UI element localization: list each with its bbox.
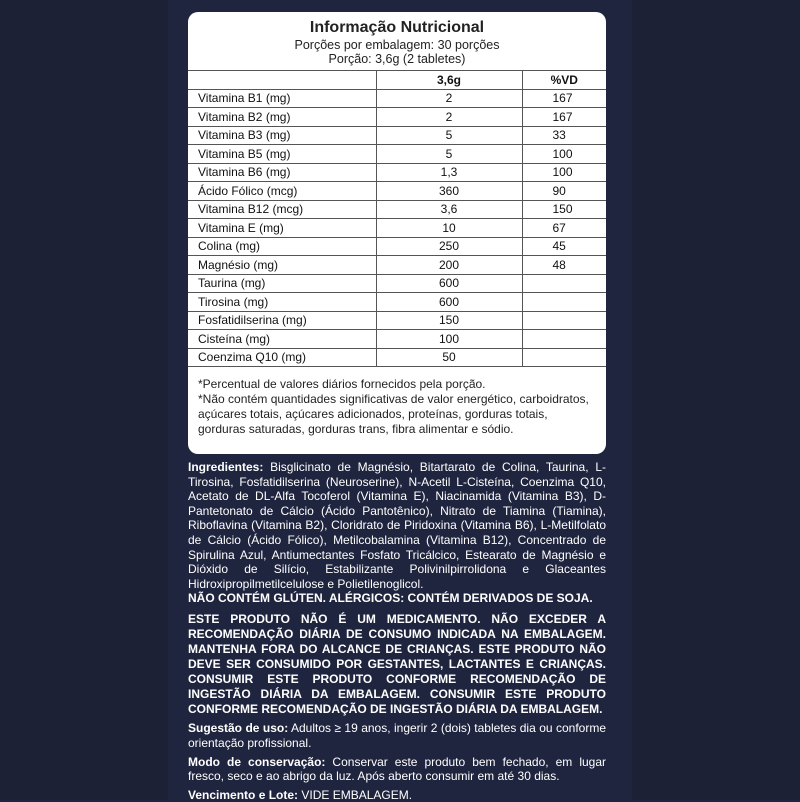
nutrient-name: Vitamina B6 (mg) [188,163,376,182]
nutrient-name: Vitamina B5 (mg) [188,145,376,164]
allergen-statement: NÃO CONTÉM GLÚTEN. ALÉRGICOS: CONTÉM DERIVADOS DE SOJA. [188,591,593,606]
usage-text: Adultos ≥ 19 anos, ingerir 2 (dois) tabletes dia ou conforme orientação profissional. [188,721,606,750]
nutrient-amount: 600 [376,274,522,293]
nutrient-daily-value [522,293,606,312]
usage-section [188,721,606,750]
nutrient-amount: 150 [376,311,522,330]
nutrient-daily-value: 67 [522,219,606,238]
table-row [188,330,606,349]
usage-label: Sugestão de uso: [188,721,289,736]
nutrient-name: Colina (mg) [188,237,376,256]
nutrient-amount: 600 [376,293,522,312]
nutrient-daily-value [522,330,606,349]
table-row [188,108,606,127]
ingredients-section [188,460,606,606]
nutrient-daily-value [522,274,606,293]
storage-section [188,755,606,784]
nutrient-amount: 5 [376,145,522,164]
nutrition-label-panel [188,12,606,802]
nutrient-amount: 1,3 [376,163,522,182]
nutrient-name: Coenzima Q10 (mg) [188,348,376,367]
storage-label: Modo de conservação: [188,754,326,769]
nutrient-daily-value: 33 [522,126,606,145]
nutrient-name: Vitamina B2 (mg) [188,108,376,127]
nutrient-name: Vitamina B12 (mcg) [188,200,376,219]
table-row [188,89,606,108]
table-row [188,237,606,256]
nutrient-name: Ácido Fólico (mcg) [188,182,376,201]
nutrient-daily-value [522,348,606,367]
nonsignificant-note: *Não contém quantidades significativas de valor energético, carboidratos, açúcares totais, açúcares adicionados, proteínas, gorduras totais, gorduras saturadas, gorduras trans, fibra alimentar e sódio. [198,392,589,436]
table-row [188,145,606,164]
serving-size: Porção: 3,6g (2 tabletes) [328,52,466,66]
nutrition-notes [188,367,606,437]
nutrient-name: Vitamina B3 (mg) [188,126,376,145]
table-row [188,348,606,367]
ingredients-paragraph [188,460,606,591]
nutrition-table-header-row [188,71,606,90]
left-background-band [0,0,168,800]
table-row [188,182,606,201]
nutrient-name: Tirosina (mg) [188,293,376,312]
nutrient-daily-value: 100 [522,163,606,182]
nutrient-amount: 10 [376,219,522,238]
nutrient-amount: 5 [376,126,522,145]
table-row [188,200,606,219]
expiry-label: Vencimento e Lote: [188,787,299,802]
dv-note: *Percentual de valores diários fornecidos pela porção. [198,377,486,391]
nutrient-name: Fosfatidilserina (mg) [188,311,376,330]
nutrient-daily-value: 167 [522,89,606,108]
nutrient-daily-value: 90 [522,182,606,201]
header-daily-value: %VD [522,71,606,90]
nutrition-facts-header [188,12,606,70]
nutrient-daily-value: 167 [522,108,606,127]
right-background-band [632,0,800,800]
nutrient-daily-value: 48 [522,256,606,275]
nutrient-daily-value: 100 [522,145,606,164]
nutrient-name: Cisteína (mg) [188,330,376,349]
expiry-text: VIDE EMBALAGEM. [298,787,413,802]
table-row [188,293,606,312]
servings-per-package: Porções por embalagem: 30 porções [294,38,500,52]
nutrient-daily-value: 150 [522,200,606,219]
nutrient-name: Vitamina E (mg) [188,219,376,238]
table-row [188,163,606,182]
table-row [188,126,606,145]
table-row [188,311,606,330]
nutrient-amount: 3,6 [376,200,522,219]
nutrient-amount: 2 [376,89,522,108]
table-row [188,274,606,293]
ingredients-label: Ingredientes: [188,460,264,474]
nutrient-amount: 360 [376,182,522,201]
nutrition-table [188,70,606,367]
header-nutrient [188,71,376,90]
warning-statement: ESTE PRODUTO NÃO É UM MEDICAMENTO. NÃO EXCEDER A RECOMENDAÇÃO DIÁRIA DE CONSUMO INDICADA NA EMBALAGEM. MANTENHA FORA DO ALCANCE DE CRIANÇAS. ESTE PRODUTO NÃO DEVE SER CONSUMIDO POR GESTANTES, LACTANTES E CRIANÇAS. CONSUMIR ESTE PRODUTO CONFORME RECOMENDAÇÃO DE INGESTÃO DIÁRIA DA EMBALAGEM. CONSUMIR ESTE PRODUTO CONFORME RECOMENDAÇÃO DE INGESTÃO DIÁRIA DA EMBALAGEM. [188,612,606,717]
nutrient-name: Taurina (mg) [188,274,376,293]
ingredients-text: Bisglicinato de Magnésio, Bitartarato de Colina, Taurina, L-Tirosina, Fosfatidilserina (Neuroserine), N-Acetil L-Cisteína, Coenzima Q10, Acetato de DL-Alfa Tocoferol (Vitamina E), Niacinamida (Vitamina B3), D-Pantetonato de Cálcio (Ácido Pantotênico), Nitrato de Tiamina (Tiamina), Riboflavina (Vitamina B2), Cloridrato de Piridoxina (Vitamina B6), L-Metilfolato de Cálcio (Ácido Fólico), Metilcobalamina (Vitamina B12), Concentrado de Spirulina Azul, Antiumectantes Fosfato Tricálcico, Estearato de Magnésio e Dióxido de Silício, Estabilizante Polivinilpirrolidona e Glaceantes Hidroxipropilmetilcelulose e Polietilenoglicol. [188,460,606,591]
nutrition-facts-title: Informação Nutricional [309,19,485,36]
nutrient-amount: 200 [376,256,522,275]
nutrient-amount: 50 [376,348,522,367]
table-row [188,256,606,275]
storage-text: Conservar este produto bem fechado, em lugar fresco, seco e ao abrigo da luz. Após aberto consumir em até 30 dias. [188,754,607,784]
nutrient-daily-value [522,311,606,330]
nutrient-amount: 2 [376,108,522,127]
header-amount: 3,6g [376,71,522,90]
table-row [188,219,606,238]
nutrient-daily-value: 45 [522,237,606,256]
nutrient-name: Vitamina B1 (mg) [188,89,376,108]
nutrient-amount: 250 [376,237,522,256]
nutrient-amount: 100 [376,330,522,349]
nutrient-name: Magnésio (mg) [188,256,376,275]
nutrition-facts-card [188,12,606,454]
